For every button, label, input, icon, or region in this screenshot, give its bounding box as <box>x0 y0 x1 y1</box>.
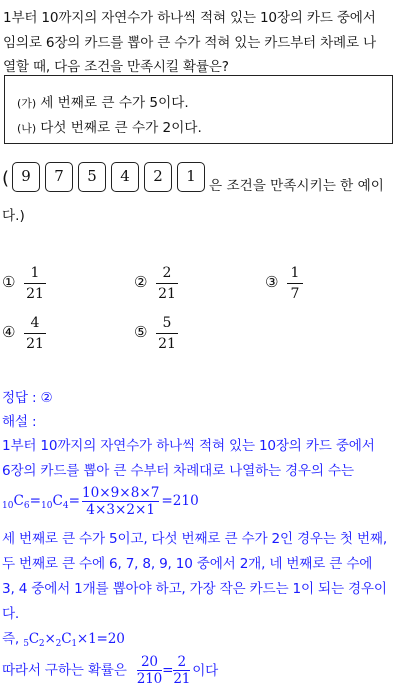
fraction-numerator: 1 <box>30 265 40 281</box>
fraction-denominator: 21 <box>26 286 44 302</box>
fraction-numerator: 10×9×8×7 <box>81 485 160 501</box>
condition-text: 세 번째로 큰 수가 5이다. <box>40 95 189 111</box>
solution-line-6: 다. <box>2 606 20 622</box>
choice-2[interactable] <box>134 264 194 304</box>
choice-4[interactable] <box>2 314 62 354</box>
choice-fraction <box>287 264 303 303</box>
example-cards-row <box>2 162 398 196</box>
solution-line-5: 3, 4 중에서 1개를 뽑아야 하고, 가장 작은 카드는 1이 되는 경우이 <box>2 581 387 597</box>
question-text <box>3 6 397 80</box>
choice-fraction <box>156 264 178 303</box>
equals-sign: = <box>162 662 174 679</box>
solution-line-7-prefix: 즉, <box>2 631 24 647</box>
choice-number: ② <box>134 273 148 291</box>
number-card: 4 <box>111 162 139 192</box>
number-card: 1 <box>177 162 205 192</box>
fraction-denominator: 21 <box>173 671 191 687</box>
answer-line: 정답 : ② <box>2 390 53 406</box>
fraction-denominator: 210 <box>136 671 163 687</box>
solution-line-2: 6장의 카드를 뽑아 큰 수부터 차례대로 나열하는 경우의 수는 <box>2 463 354 479</box>
fraction-numerator: 4 <box>30 315 40 331</box>
equation-result: =210 <box>161 493 199 509</box>
example-tail-text-2: 다.) <box>2 208 25 224</box>
fraction-bar <box>24 333 46 334</box>
solution-line-8-prefix: 따라서 구하는 확률은 <box>2 662 127 679</box>
fraction-bar <box>287 283 303 284</box>
fraction-denominator: 4×3×2×1 <box>86 502 156 518</box>
choice-fraction <box>156 314 178 353</box>
solution-heading: 해설 : <box>2 414 37 430</box>
fraction-numerator: 5 <box>162 315 172 331</box>
fraction-numerator: 1 <box>290 265 300 281</box>
open-paren: ( <box>2 168 10 189</box>
fraction-denominator: 21 <box>158 286 176 302</box>
choice-fraction <box>24 314 46 353</box>
solution-line-1: 1부터 10까지의 자연수가 하나씩 적혀 있는 10장의 카드 중에서 <box>2 438 375 454</box>
choice-5[interactable] <box>134 314 194 354</box>
fraction-numerator: 20 <box>140 654 158 670</box>
combination-product: $_5C_2\times_2C_1$ <box>23 631 77 649</box>
number-card: 5 <box>78 162 106 192</box>
solution-line-4: 두 번째로 큰 수에 6, 7, 8, 9, 10 중에서 2개, 네 번째로 큰 수에 <box>2 556 373 572</box>
number-card: 9 <box>12 162 40 192</box>
fraction-denominator: 21 <box>26 336 44 352</box>
choice-3[interactable] <box>265 264 325 304</box>
condition-text: 다섯 번째로 큰 수가 2이다. <box>40 120 202 136</box>
choice-1[interactable] <box>2 264 62 304</box>
number-card: 2 <box>144 162 172 192</box>
question-line-3: 열할 때, 다음 조건을 만족시킬 확률은? <box>3 59 229 75</box>
probability-fraction-2 <box>173 654 190 687</box>
fraction-denominator: 21 <box>158 336 176 352</box>
condition-ga <box>17 91 189 111</box>
fraction-denominator: 7 <box>290 286 300 302</box>
condition-na <box>17 116 202 136</box>
choice-number: ① <box>2 273 16 291</box>
combination-product-tail: ×1=20 <box>76 631 125 647</box>
solution-line-8-suffix: 이다 <box>192 662 219 679</box>
combination-fraction <box>82 485 159 518</box>
choice-number: ④ <box>2 323 16 341</box>
solution-line-3: 세 번째로 큰 수가 5이고, 다섯 번째로 큰 수가 2인 경우는 첫 번째, <box>2 531 387 547</box>
choice-fraction <box>24 264 46 303</box>
condition-mark: (나) <box>17 122 37 135</box>
condition-mark: (가) <box>17 97 37 110</box>
question-line-2: 임의로 6장의 카드를 뽑아 큰 수가 적혀 있는 카드부터 차례로 나 <box>3 34 376 51</box>
fraction-bar <box>24 283 46 284</box>
conditions-box <box>4 75 393 144</box>
fraction-numerator: 2 <box>162 265 172 281</box>
solution-line-8 <box>2 654 218 687</box>
fraction-bar <box>156 283 178 284</box>
number-card: 7 <box>45 162 73 192</box>
combination-term: $_{10}C_6=_{10}C_4=$ <box>2 493 80 511</box>
combination-equation <box>2 485 199 518</box>
fraction-numerator: 2 <box>177 654 186 670</box>
choice-number: ⑤ <box>134 323 148 341</box>
question-line-1: 1부터 10까지의 자연수가 하나씩 적혀 있는 10장의 카드 중에서 <box>3 10 376 26</box>
example-tail-text: 은 조건을 만족시키는 한 예이 <box>209 178 384 194</box>
solution-line-7 <box>2 627 125 649</box>
fraction-bar <box>156 333 178 334</box>
probability-fraction-1 <box>137 654 162 687</box>
choice-number: ③ <box>265 273 279 291</box>
